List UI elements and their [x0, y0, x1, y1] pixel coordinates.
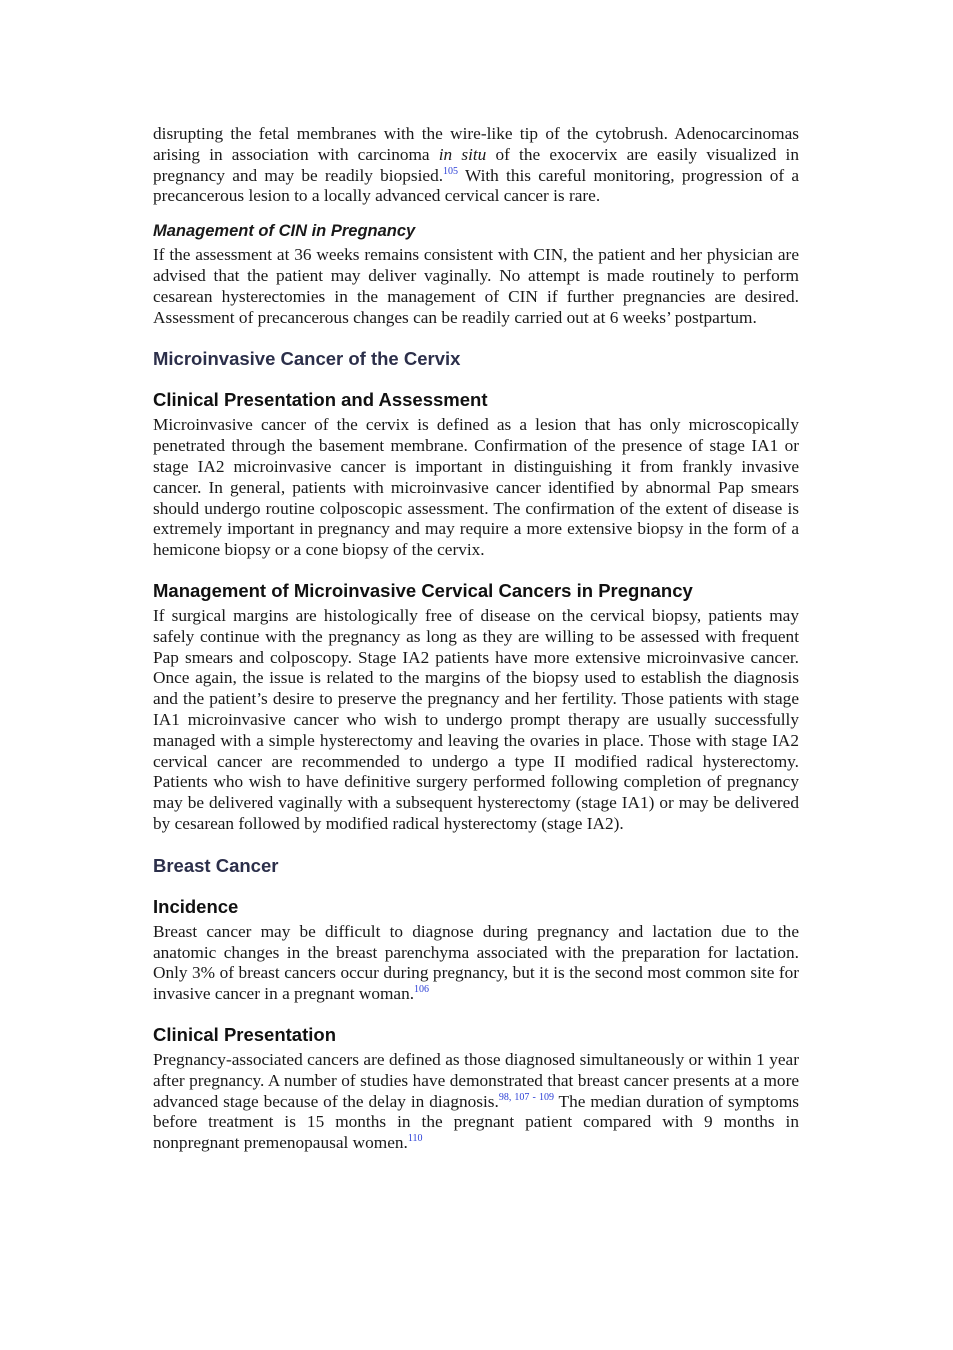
- reference-link[interactable]: 110: [407, 1133, 423, 1145]
- italic-in-situ: in situ: [438, 144, 487, 164]
- reference-link[interactable]: 98, 107 - 109: [498, 1091, 554, 1103]
- heading-management-cin: Management of CIN in Pregnancy: [153, 222, 416, 241]
- paragraph-cytobrush: disrupting the fetal membranes with the wire-like tip of the cytobrush. Adenocarcinomas arising in association with carcinoma in situ of the exocervix are easily visualized in pregnancy and may be readily biopsied.$^{105}$ With this careful monitoring, progression of a precancerous lesion to a locally advanced cervical cancer is rare.: [153, 124, 799, 206]
- heading-management-microinvasive: Management of Microinvasive Cervical Cancers in Pregnancy: [153, 579, 693, 601]
- heading-breast-cancer: Breast Cancer: [153, 854, 279, 876]
- paragraph-clinical-presentation-assessment: Microinvasive cancer of the cervix is defined as a lesion that has only microscopically penetrated through the basement membrane. Confirmation of the presence of stage IA1 or stage IA2 microinvasive cancer is important in distinguishing it from frankly invasive cancer. In general, patients with microinvasive cancer identified by abnormal Pap smears should undergo routine colposcopic assessment. The confirmation of the extent of disease is extremely important in pregnancy and may require a more extensive biopsy in the form of a hemicone biopsy or a cone biopsy of the cervix.: [153, 415, 799, 560]
- paragraph-management-cin: If the assessment at 36 weeks remains consistent with CIN, the patient and her physician are advised that the patient may deliver vaginally. No attempt is made routinely to perform cesarean hysterectomies in the management of CIN if further pregnancies are desired. Assessment of precancerous changes can be readily carried out at 6 weeks’ postpartum.: [153, 245, 799, 327]
- document-page: [153, 124, 799, 1154]
- heading-clinical-presentation-assessment: Clinical Presentation and Assessment: [153, 389, 488, 411]
- reference-link[interactable]: 106: [414, 984, 430, 996]
- paragraph-management-microinvasive: If surgical margins are histologically free of disease on the cervical biopsy, patients may safely continue with the pregnancy as long as they are willing to be assessed with frequent Pap smears and colposcopy. Stage IA2 patients have more extensive microinvasive cancer. Once again, the issue is related to the margins of the biopsy used to establish the diagnosis and the patient’s desire to preserve the pregnancy and her fertility. Those patients with stage IA1 microinvasive cancer who wish to undergo prompt therapy are usually successfully managed with a simple hysterectomy and leaving the ovaries in place. Those with stage IA2 cervical cancer are recommended to undergo a type II modified radical hysterectomy. Patients who wish to have definitive surgery performed following completion of pregnancy may be delivered vaginally with a subsequent hysterectomy (stage IA1) or may be delivered by cesarean followed by modified radical hysterectomy (stage IA2).: [153, 605, 799, 833]
- heading-clinical-presentation: Clinical Presentation: [153, 1023, 336, 1045]
- paragraph-incidence: Breast cancer may be difficult to diagnose during pregnancy and lactation due to the anatomic changes in the breast parenchyma associated with the preparation for lactation. Only 3% of breast cancers occur during pregnancy, but it is the second most common site for invasive cancer in a pregnant woman.$^{106}$: [153, 921, 799, 1004]
- heading-incidence: Incidence: [153, 895, 239, 917]
- heading-microinvasive-cancer: Microinvasive Cancer of the Cervix: [153, 348, 461, 370]
- reference-link[interactable]: 105: [443, 165, 459, 177]
- paragraph-clinical-presentation: Pregnancy-associated cancers are defined as those diagnosed simultaneously or within 1 year after pregnancy. A number of studies have demonstrated that breast cancer presents at a more advanced stage because of the delay in diagnosis.$^{98, 107 - 109}$ The median duration of symptoms before treatment is 15 months in the pregnant patient compared with 9 months in nonpregnant premenopausal women.$^{110}$: [153, 1049, 799, 1153]
